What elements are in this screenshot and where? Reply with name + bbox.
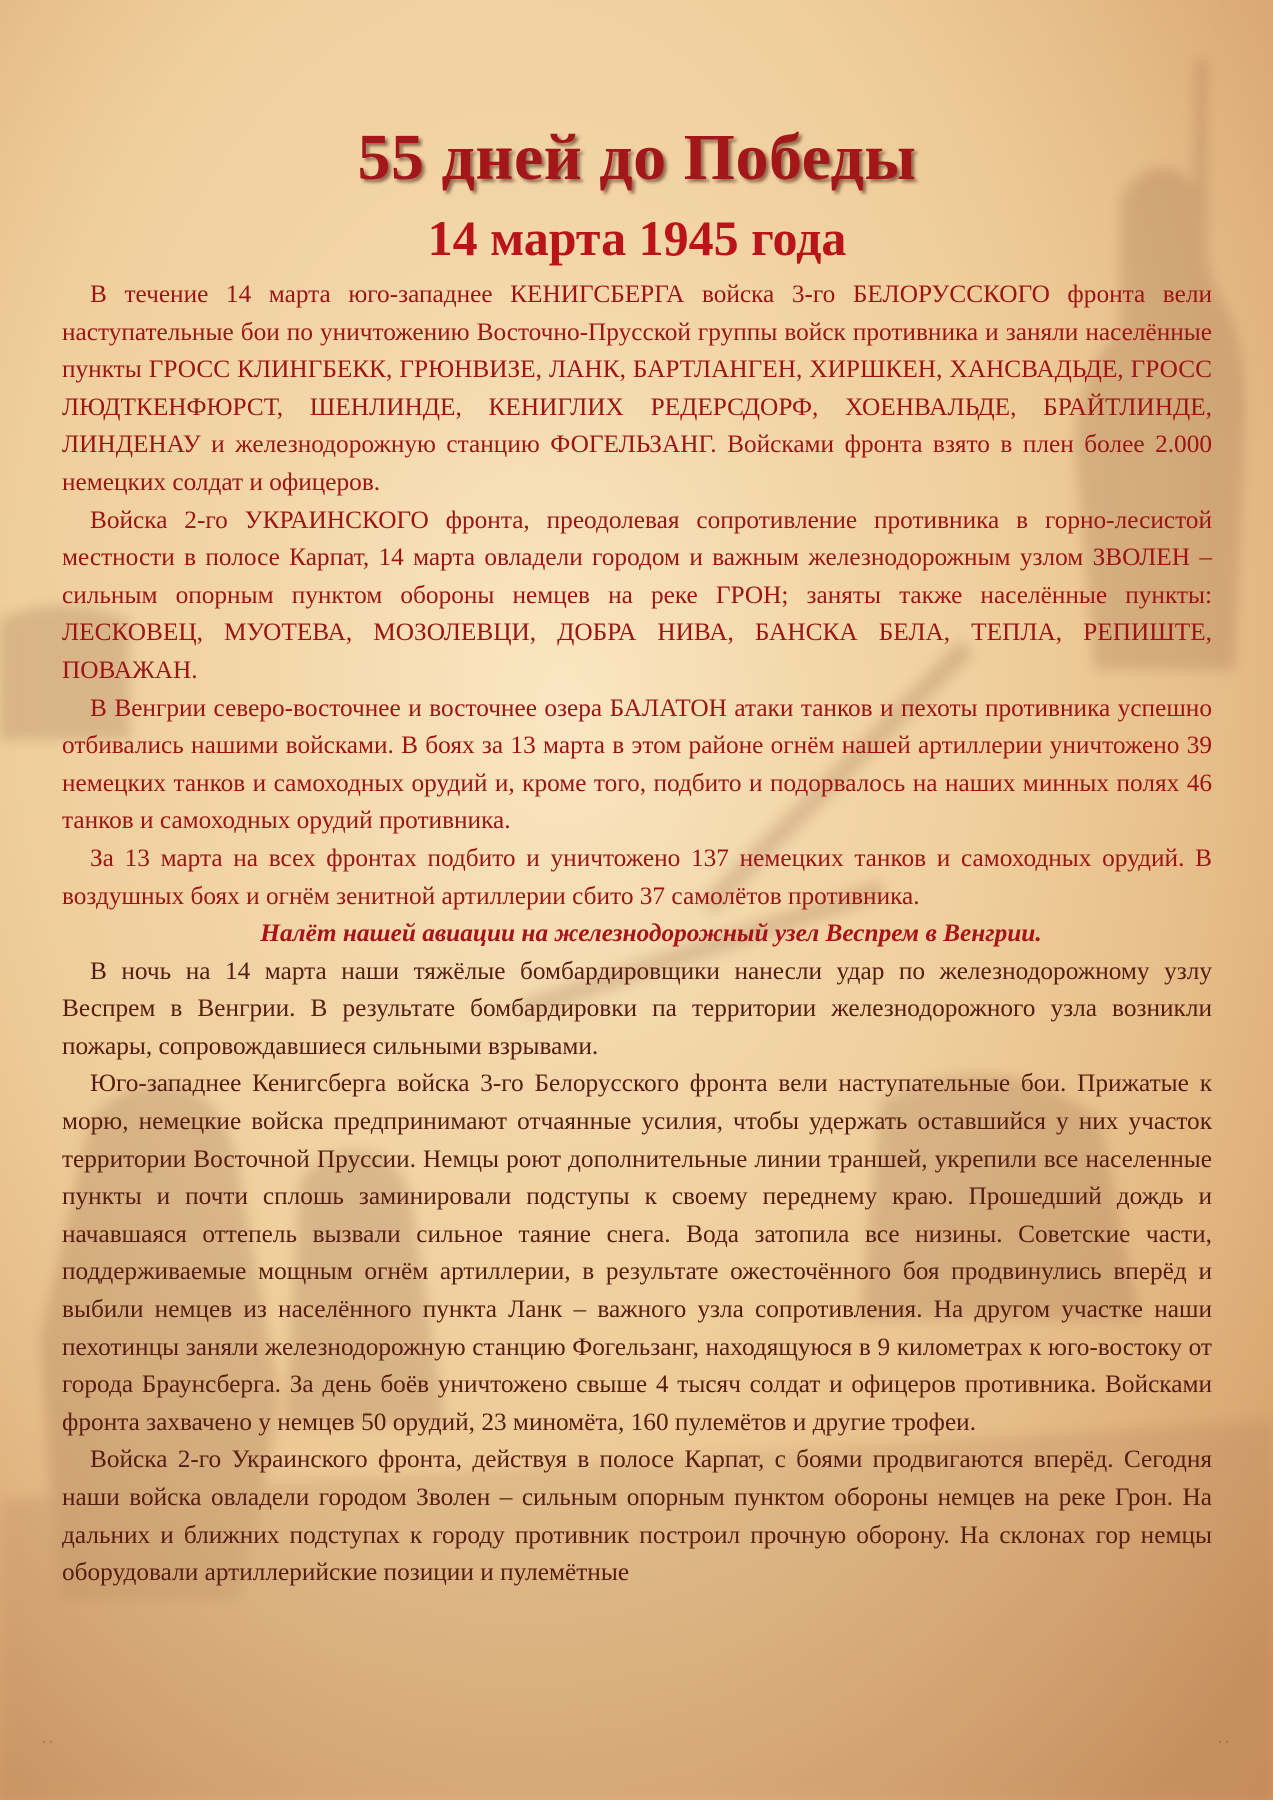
document-page xyxy=(62,112,1212,1592)
corner-mark-right: ˙ ˙ xyxy=(1218,1738,1229,1752)
paragraph-2: Войска 2-го УКРАИНСКОГО фронта, преодолевая сопротивление противника в горно-лесистой местности в полосе Карпат, 14 марта овладели городом и важным железнодорожным узлом ЗВОЛЕН – сильным опорным пунктом обороны немцев на реке ГРОН; заняты также населённые пункты: ЛЕСКОВЕЦ, МУОТЕВА, МОЗОЛЕВЦИ, ДОБРА НИВА, БАНСКА БЕЛА, ТЕПЛА, РЕПИШТЕ, ПОВАЖАН. xyxy=(62,505,1212,684)
paragraph-7: Войска 2-го Украинского фронта, действуя в полосе Карпат, с боями продвигаются вперёд. Сегодня наши войска овладели городом Зволен – сильным опорным пунктом обороны немцев на реке Грон. На дальних и ближних подступах к городу противник построил прочную оборону. На склонах гор немцы оборудовали артиллерийские позиции и пулемётные xyxy=(62,1445,1212,1587)
paragraph-4: За 13 марта на всех фронтах подбито и уничтожено 137 немецких танков и самоходных орудий. В воздушных боях и огнём зенитной артиллерии сбито 37 самолётов противника. xyxy=(62,843,1212,910)
corner-mark-left: ˙ ˙ xyxy=(42,1738,53,1752)
paragraph-5: В ночь на 14 марта наши тяжёлые бомбардировщики нанесли удар по железнодорожному узлу Веспрем в Венгрии. В результате бомбардировки па территории железнодорожного узла возникли пожары, сопровождавшиеся сильными взрывами. xyxy=(62,956,1212,1060)
paragraph-3: В Венгрии северо-восточнее и восточнее озера БАЛАТОН атаки танков и пехоты противника успешно отбивались нашими войсками. В боях за 13 марта в этом районе огнём нашей артиллерии уничтожено 39 немецких танков и самоходных орудий и, кроме того, подбито и подорвалось на наших минных полях 46 танков и самоходных орудий противника. xyxy=(62,693,1212,835)
paragraph-6: Юго-западнее Кенигсберга войска 3-го Белорусского фронта вели наступательные бои. Прижатые к морю, немецкие войска предпринимают отчаянные усилия, чтобы удержать оставшийся у них участок территории Восточной Пруссии. Немцы роют дополнительные линии траншей, укрепили все населенные пункты и почти сплошь заминировали подступы к своему переднему краю. Прошедший дождь и начавшаяся оттепель вызвали сильное таяние снега. Вода затопила все низины. Советские части, поддерживаемые мощным огнём артиллерии, в результате ожесточённого боя продвинулись вперёд и выбили немцев из населённого пункта Ланк – важного узла сопротивления. На другом участке наши пехотинцы заняли железнодорожную станцию Фогельзанг, находящуюся в 9 километрах к юго-востоку от города Браунсберга. За день боёв уничтожено свыше 4 тысяч солдат и офицеров противника. Войсками фронта захвачено у немцев 50 орудий, 23 миномёта, 160 пулемётов и другие трофеи. xyxy=(62,1069,1212,1436)
section-subheading: Налёт нашей авиации на железнодорожный узел Веспрем в Венгрии. xyxy=(260,919,1042,948)
paragraph-1: В течение 14 марта юго-западнее КЕНИГСБЕРГА войска 3-го БЕЛОРУССКОГО фронта вели наступательные бои по уничтожению Восточно-Прусской группы войск противника и заняли населённые пункты ГРОСС КЛИНГБЕКК, ГРЮНВИЗЕ, ЛАНК, БАРТЛАНГЕН, ХИРШКЕН, ХАНСВАДЬДЕ, ГРОСС ЛЮДТКЕНФЮРСТ, ШЕНЛИНДЕ, КЕНИГЛИХ РЕДЕРСДОРФ, ХОЕНВАЛЬДЕ, БРАЙТЛИНДЕ, ЛИНДЕНАУ и железнодорожную станцию ФОГЕЛЬЗАНГ. Войсками фронта взято в плен более 2.000 немецких солдат и офицеров. xyxy=(62,280,1212,496)
page-title: 55 дней до Победы xyxy=(357,121,917,194)
date-heading: 14 марта 1945 года xyxy=(427,210,847,266)
